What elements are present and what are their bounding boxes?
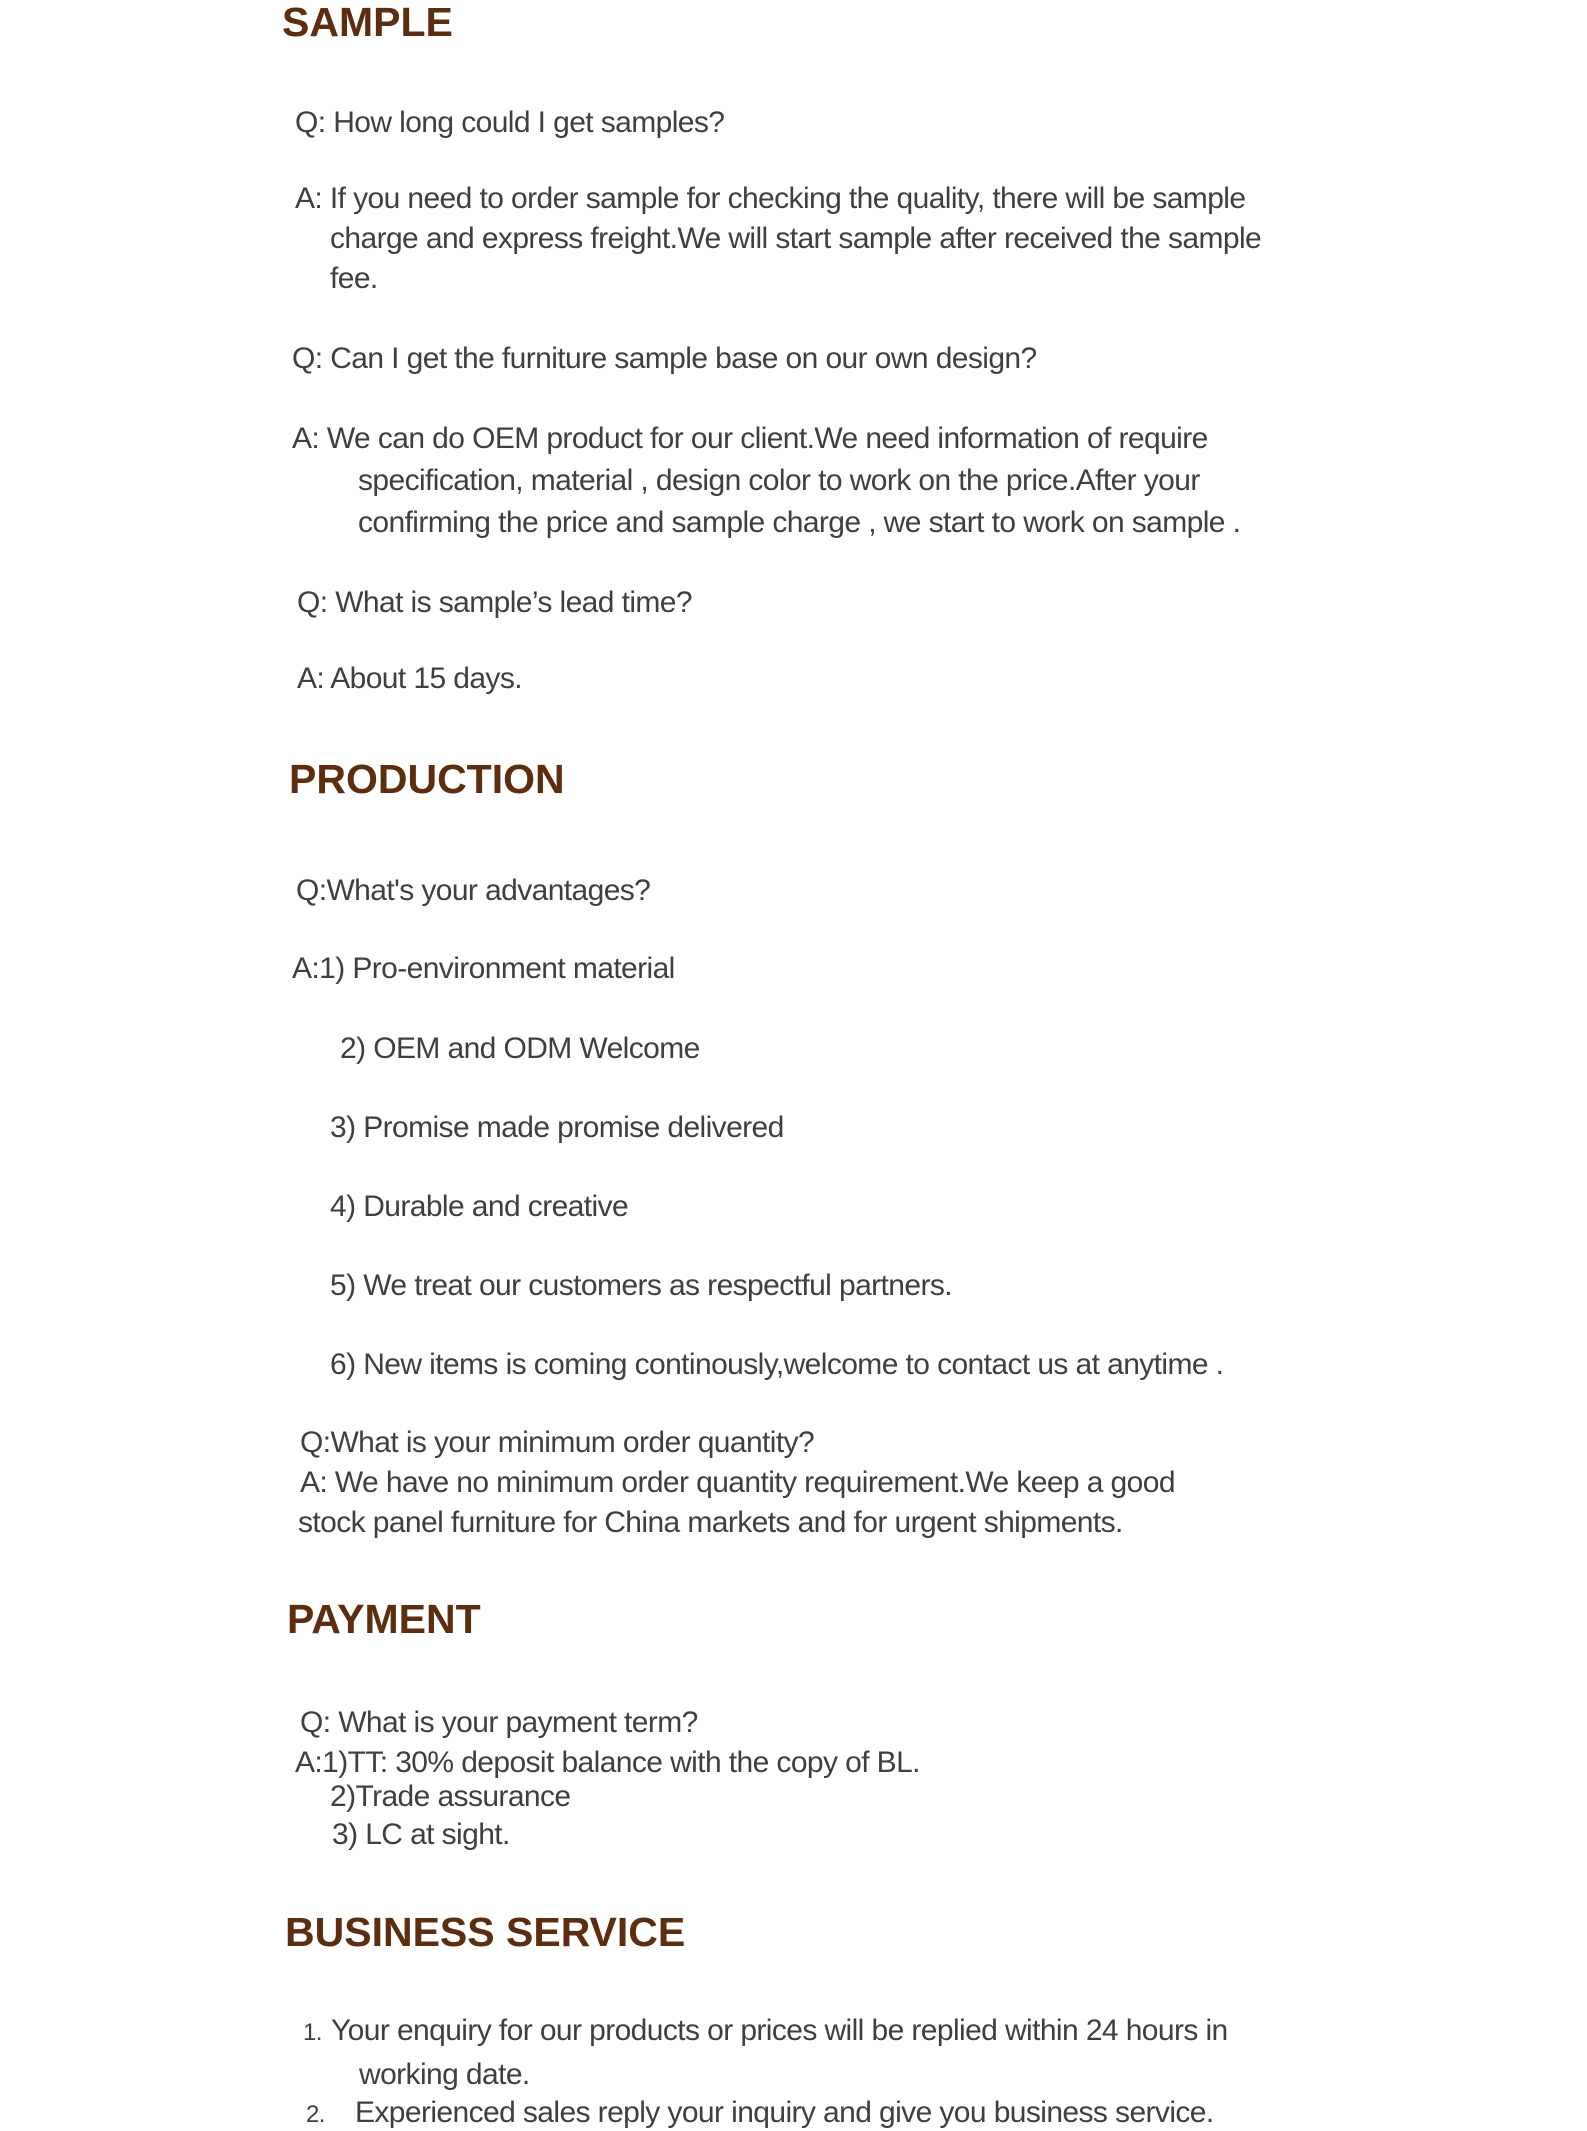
question-text: Q: What is your payment term? [300,1706,698,1739]
question-text: Q:What's your advantages? [296,874,651,907]
list-item-text: 2)Trade assurance [330,1780,571,1813]
list-item-text: Your enquiry for our products or prices will be replied within 24 hours in [331,2014,1228,2047]
question-text: Q:What is your minimum order quantity? [300,1426,815,1459]
list-item-text: 3) LC at sight. [332,1818,510,1851]
section-heading-sample: SAMPLE [282,0,453,45]
numbered-list-item [306,2095,1214,2131]
answer-continuation: confirming the price and sample charge , we start to work on sample . [358,506,1241,539]
list-item-text: Experienced sales reply your inquiry and give you business service. [355,2096,1214,2129]
question-text: Q: What is sample’s lead time? [297,586,692,619]
section-heading-business-service: BUSINESS SERVICE [285,1909,686,1955]
list-number: 2. [306,2101,325,2128]
answer-continuation: specification, material , design color to work on the price.After your [358,464,1200,497]
answer-text: A: If you need to order sample for checking the quality, there will be sample [295,182,1246,215]
list-item-text: 5) We treat our customers as respectful partners. [330,1269,952,1302]
answer-continuation: stock panel furniture for China markets and for urgent shipments. [298,1506,1123,1539]
list-number: 1. [303,2019,322,2046]
question-text: Q: Can I get the furniture sample base on our own design? [292,342,1037,375]
list-item-text: 4) Durable and creative [330,1190,629,1223]
list-item-text: 6) New items is coming continously,welcome to contact us at anytime . [330,1348,1224,1381]
section-heading-production: PRODUCTION [289,756,565,802]
answer-text: A: We can do OEM product for our client.We need information of require [292,422,1208,455]
answer-text: A:1) Pro-environment material [292,952,675,985]
answer-text: A: About 15 days. [297,662,522,695]
list-item-text: 3) Promise made promise delivered [330,1111,784,1144]
list-item-text: 2) OEM and ODM Welcome [340,1032,700,1065]
answer-continuation: fee. [330,262,378,295]
answer-text: A:1)TT: 30% deposit balance with the copy of BL. [295,1746,920,1779]
question-text: Q: How long could I get samples? [295,106,725,139]
list-item-continuation: working date. [359,2058,530,2091]
answer-text: A: We have no minimum order quantity requirement.We keep a good [300,1466,1175,1499]
answer-continuation: charge and express freight.We will start sample after received the sample [330,222,1262,255]
numbered-list-item [303,2013,1228,2051]
section-heading-payment: PAYMENT [287,1596,481,1642]
